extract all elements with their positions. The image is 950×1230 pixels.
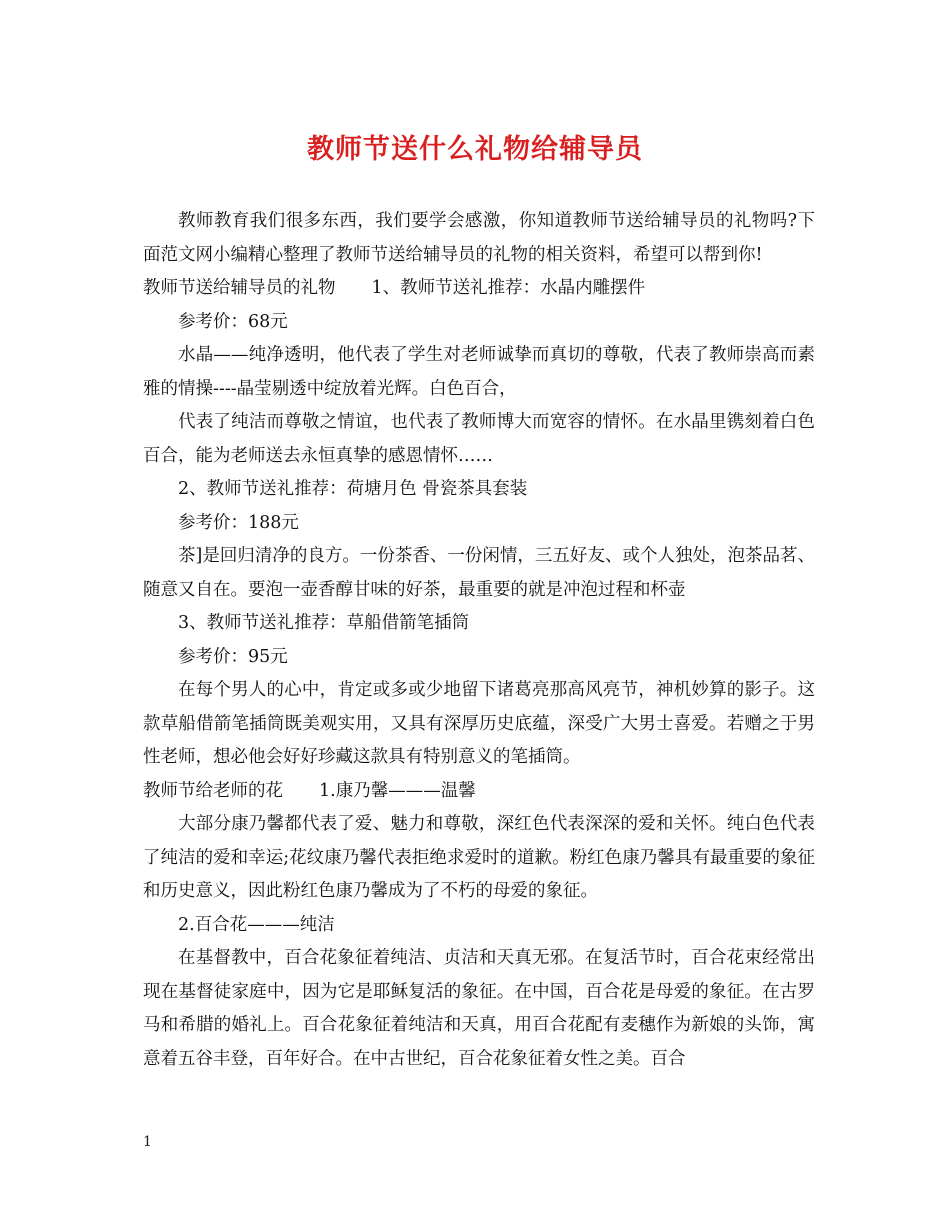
section-heading-flowers: 教师节给老师的花 <box>143 780 283 801</box>
gift-1-description-a: 水晶——纯净透明，他代表了学生对老师诚挚而真切的尊敬，代表了教师崇高而素雅的情操----晶莹剔透中绽放着光辉。白色百合， <box>143 345 815 399</box>
flowers-heading-line <box>143 775 815 809</box>
gift-2-description: 茶]是回归清净的良方。一份茶香、一份闲情，三五好友、或个人独处，泡茶品茗、随意又自在。要泡一壶香醇甘味的好茶，最重要的就是冲泡过程和杯壶 <box>143 546 815 600</box>
flower-1-heading: 1.康乃馨———温馨 <box>319 780 476 801</box>
intro-paragraph: 教师教育我们很多东西，我们要学会感激，你知道教师节送给辅导员的礼物吗?下面范文网小编精心整理了教师节送给辅导员的礼物的相关资料，希望可以帮到你! <box>143 211 815 265</box>
document-body <box>143 205 815 1076</box>
gift-1-price: 参考价：68元 <box>178 311 288 332</box>
gift-1-description-b: 代表了纯洁而尊敬之情谊，也代表了教师博大而宽容的情怀。在水晶里镌刻着白色百合，能为老师送去永恒真挚的感恩情怀…… <box>143 412 815 466</box>
page-title: 教师节送什么礼物给辅导员 <box>307 134 643 165</box>
page-number: 1 <box>143 1134 152 1150</box>
gift-2-price: 参考价：188元 <box>178 512 299 533</box>
gift-3-heading: 3、教师节送礼推荐：草船借箭笔插筒 <box>178 613 470 633</box>
flower-1-description: 大部分康乃馨都代表了爱、魅力和尊敬，深红色代表深深的爱和关怀。纯白色代表了纯洁的爱和幸运;花纹康乃馨代表拒绝求爱时的道歉。粉红色康乃馨具有最重要的象征和历史意义，因此粉红色康乃馨成为了不朽的母爱的象征。 <box>143 814 815 901</box>
section-heading-gifts: 教师节送给辅导员的礼物 <box>143 278 336 298</box>
gift-1-heading: 1、教师节送礼推荐：水晶内雕摆件 <box>371 278 646 298</box>
gift-3-description: 在每个男人的心中，肯定或多或少地留下诸葛亮那高风亮节，神机妙算的影子。这款草船借箭笔插筒既美观实用，又具有深厚历史底蕴，深受广大男士喜爱。若赠之于男性老师，想必他会好好珍藏这款具有特别意义的笔插筒。 <box>143 680 815 767</box>
gift-3-price: 参考价：95元 <box>178 646 288 667</box>
flower-2-description: 在基督教中，百合花象征着纯洁、贞洁和天真无邪。在复活节时，百合花束经常出现在基督徒家庭中，因为它是耶稣复活的象征。在中国，百合花是母爱的象征。在古罗马和希腊的婚礼上。百合花象征着纯洁和天真，用百合花配有麦穗作为新娘的头饰，寓意着五谷丰登，百年好合。在中古世纪，百合花象征着女性之美。百合 <box>143 948 815 1069</box>
gift-2-heading: 2、教师节送礼推荐：荷塘月色 骨瓷茶具套装 <box>178 479 528 499</box>
flower-2-heading: 2.百合花———纯洁 <box>178 914 335 935</box>
gifts-heading-line <box>143 272 815 306</box>
